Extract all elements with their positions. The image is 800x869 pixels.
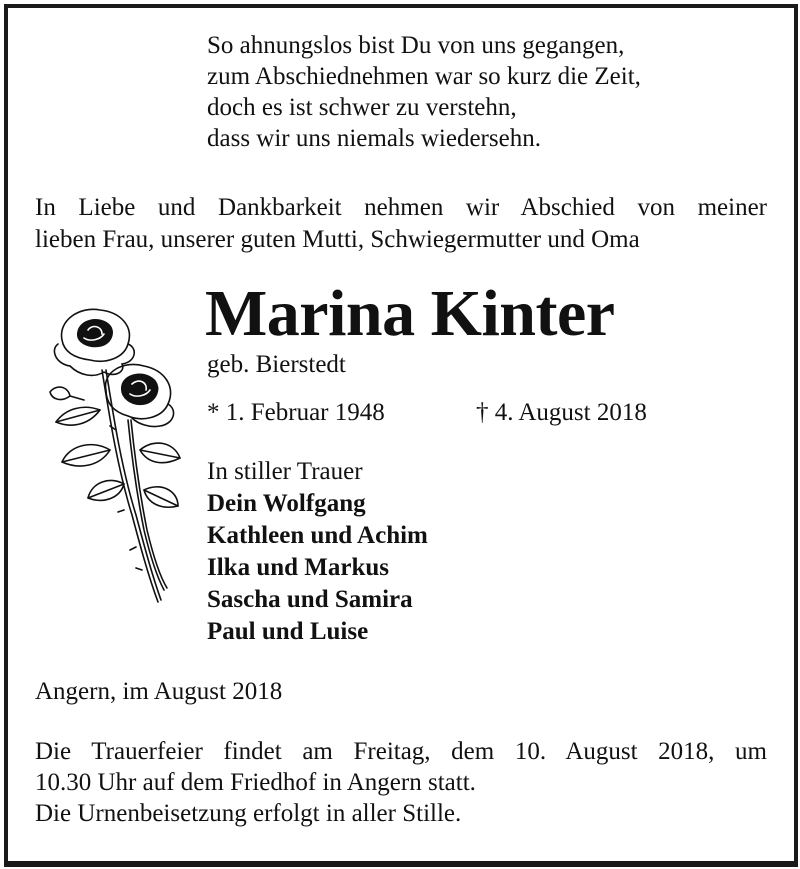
birth-date: * 1. Februar 1948 <box>207 399 385 426</box>
funeral-line-3: Die Urnenbeisetzung erfolgt in aller Stille. <box>35 800 462 827</box>
place-date: Angern, im August 2018 <box>35 678 283 705</box>
poem-line: doch es ist schwer zu verstehn, <box>207 94 517 121</box>
poem-line: dass wir uns niemals wiedersehn. <box>207 125 541 152</box>
rose-icon <box>40 300 190 615</box>
poem-line: So ahnungslos bist Du von uns gegangen, <box>207 32 625 59</box>
mourners-heading: In stiller Trauer <box>207 458 363 485</box>
intro-line-2: lieben Frau, unserer guten Mutti, Schwiegermutter und Oma <box>35 226 640 253</box>
funeral-line-2: 10.30 Uhr auf dem Friedhof in Angern statt. <box>35 769 476 796</box>
funeral-line-1: Die Trauerfeier findet am Freitag, dem 10. August 2018, um <box>35 738 767 765</box>
mourner-name: Paul und Luise <box>207 618 369 645</box>
poem-line: zum Abschiednehmen war so kurz die Zeit, <box>207 63 641 90</box>
mourner-name: Kathleen und Achim <box>207 522 428 549</box>
mourner-name: Ilka und Markus <box>207 554 390 581</box>
mourner-name: Dein Wolfgang <box>207 490 366 517</box>
poem <box>207 30 641 154</box>
death-date: † 4. August 2018 <box>476 399 647 426</box>
funeral-info <box>35 736 767 829</box>
deceased-name: Marina Kinter <box>205 277 615 350</box>
mourner-name: Sascha und Samira <box>207 586 413 613</box>
intro-line-1: In Liebe und Dankbarkeit nehmen wir Abschied von meiner <box>35 194 767 221</box>
intro-text <box>35 192 767 256</box>
mourners <box>207 456 428 648</box>
maiden-name: geb. Bierstedt <box>207 351 346 378</box>
